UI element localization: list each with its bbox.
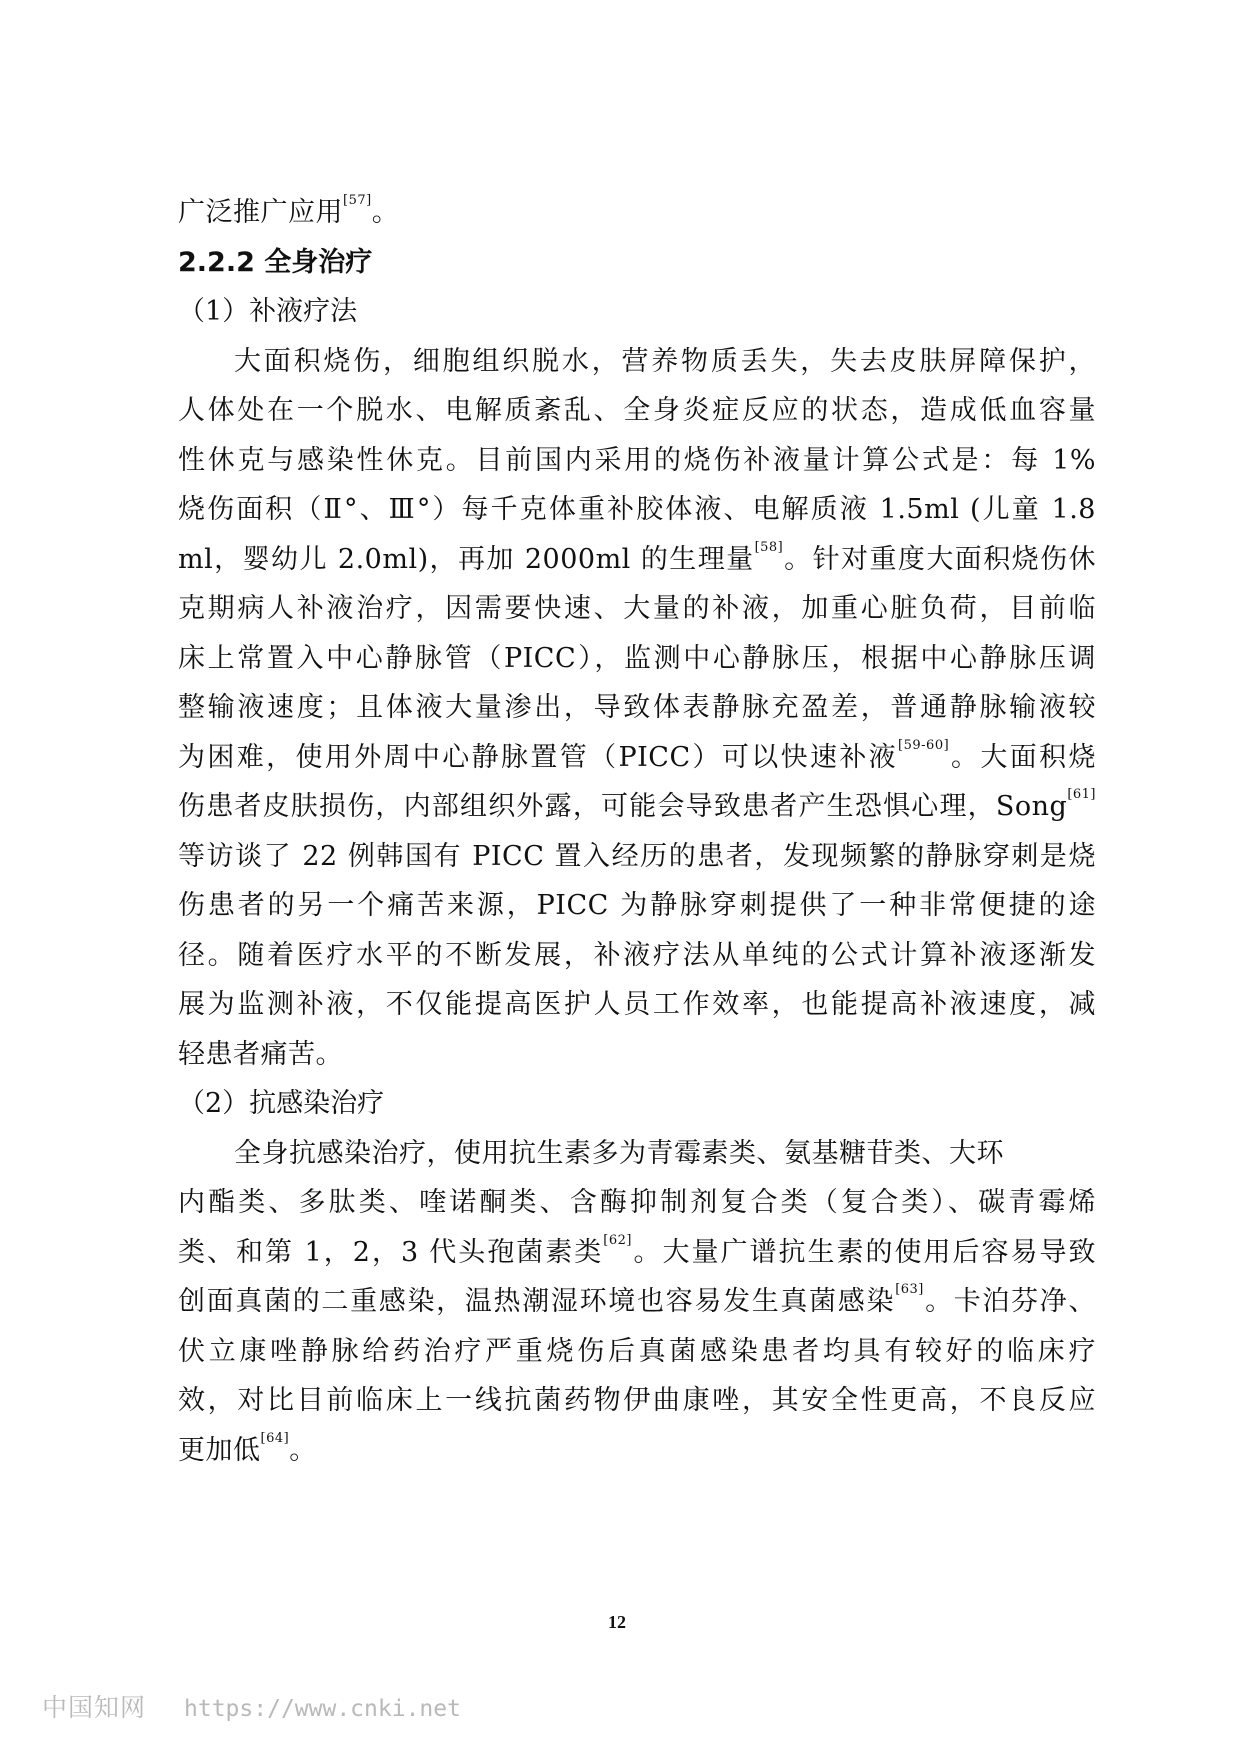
text-line: 为困难，使用外周中心静脉置管（PICC）可以快速补液[59-60]。大面积烧 xyxy=(178,737,1096,773)
text-line: 效，对比目前临床上一线抗菌药物伊曲康唑，其安全性更高，不良反应 xyxy=(178,1385,1096,1416)
text-line: 烧伤面积（Ⅱ°、Ⅲ°）每千克体重补胶体液、电解质液 1.5ml (儿童 1.8 xyxy=(178,494,1096,525)
text-line: 床上常置入中心静脉管（PICC），监测中心静脉压，根据中心静脉压调 xyxy=(178,642,1096,674)
watermark-url[interactable]: https://www.cnki.net xyxy=(184,1696,461,1722)
watermark xyxy=(42,1688,461,1724)
text-line: 展为监测补液，不仅能提高医护人员工作效率，也能提高补液速度，减 xyxy=(178,989,1096,1020)
text-line: 类、和第 1，2，3 代头孢菌素类[62]。大量广谱抗生素的使用后容易导致 xyxy=(178,1232,1097,1268)
text-line: 轻患者痛苦。 xyxy=(178,1038,343,1070)
text-line: 等访谈了 22 例韩国有 PICC 置入经历的患者，发现频繁的静脉穿刺是烧 xyxy=(178,840,1096,872)
text-line: 广泛推广应用[57]。 xyxy=(178,193,400,228)
citation[interactable]: [63] xyxy=(895,1282,924,1297)
text-line: 径。随着医疗水平的不断发展，补液疗法从单纯的公式计算补液逐渐发 xyxy=(178,939,1096,971)
section-heading: 2.2.2 全身治疗 xyxy=(178,246,373,278)
text-line: 克期病人补液治疗，因需要快速、大量的补液，加重心脏负荷，目前临 xyxy=(178,593,1096,624)
text-line: 伏立康唑静脉给药治疗严重烧伤后真菌感染患者均具有较好的临床疗 xyxy=(178,1335,1096,1367)
citation[interactable]: [59-60] xyxy=(898,737,950,753)
citation[interactable]: [62] xyxy=(603,1232,632,1248)
watermark-brand: 中国知网 xyxy=(42,1693,147,1722)
text-line: 大面积烧伤，细胞组织脱水，营养物质丢失，失去皮肤屏障保护， xyxy=(234,345,1096,377)
text-line: 性休克与感染性休克。目前国内采用的烧伤补液量计算公式是：每 1% xyxy=(178,444,1096,476)
text-line: 内酯类、多肽类、喹诺酮类、含酶抑制剂复合类（复合类）、碳青霉烯 xyxy=(178,1187,1096,1218)
page-number: 12 xyxy=(608,1612,626,1632)
citation[interactable]: [61] xyxy=(1067,787,1096,802)
citation[interactable]: [58] xyxy=(754,539,784,555)
text-line: 更加低[64]。 xyxy=(178,1430,317,1466)
text-line: 伤患者的另一个痛苦来源，PICC 为静脉穿刺提供了一种非常便捷的途 xyxy=(178,890,1096,921)
text-line: ml，婴幼儿 2.0ml)，再加 2000ml 的生理量[58]。针对重度大面积烧伤休 xyxy=(178,539,1096,575)
page-body xyxy=(178,188,1096,1475)
text-line: 整输液速度；且体液大量渗出，导致体表静脉充盈差，普通静脉输液较 xyxy=(178,692,1096,723)
subsection-heading: （2）抗感染治疗 xyxy=(178,1088,385,1119)
citation[interactable]: [64] xyxy=(260,1430,290,1446)
text-line: 全身抗感染治疗，使用抗生素多为青霉素类、氨基糖苷类、大环 xyxy=(234,1137,1004,1169)
text-line: 伤患者皮肤损伤，内部组织外露，可能会导致患者产生恐惧心理，Song[61] xyxy=(178,787,1096,822)
subsection-heading: （1）补液疗法 xyxy=(178,296,358,327)
text-line: 创面真菌的二重感染，温热潮湿环境也容易发生真菌感染[63]。卡泊芬净、 xyxy=(178,1282,1096,1317)
citation[interactable]: [57] xyxy=(343,193,372,208)
text-line: 人体处在一个脱水、电解质紊乱、全身炎症反应的状态，造成低血容量 xyxy=(178,395,1096,426)
